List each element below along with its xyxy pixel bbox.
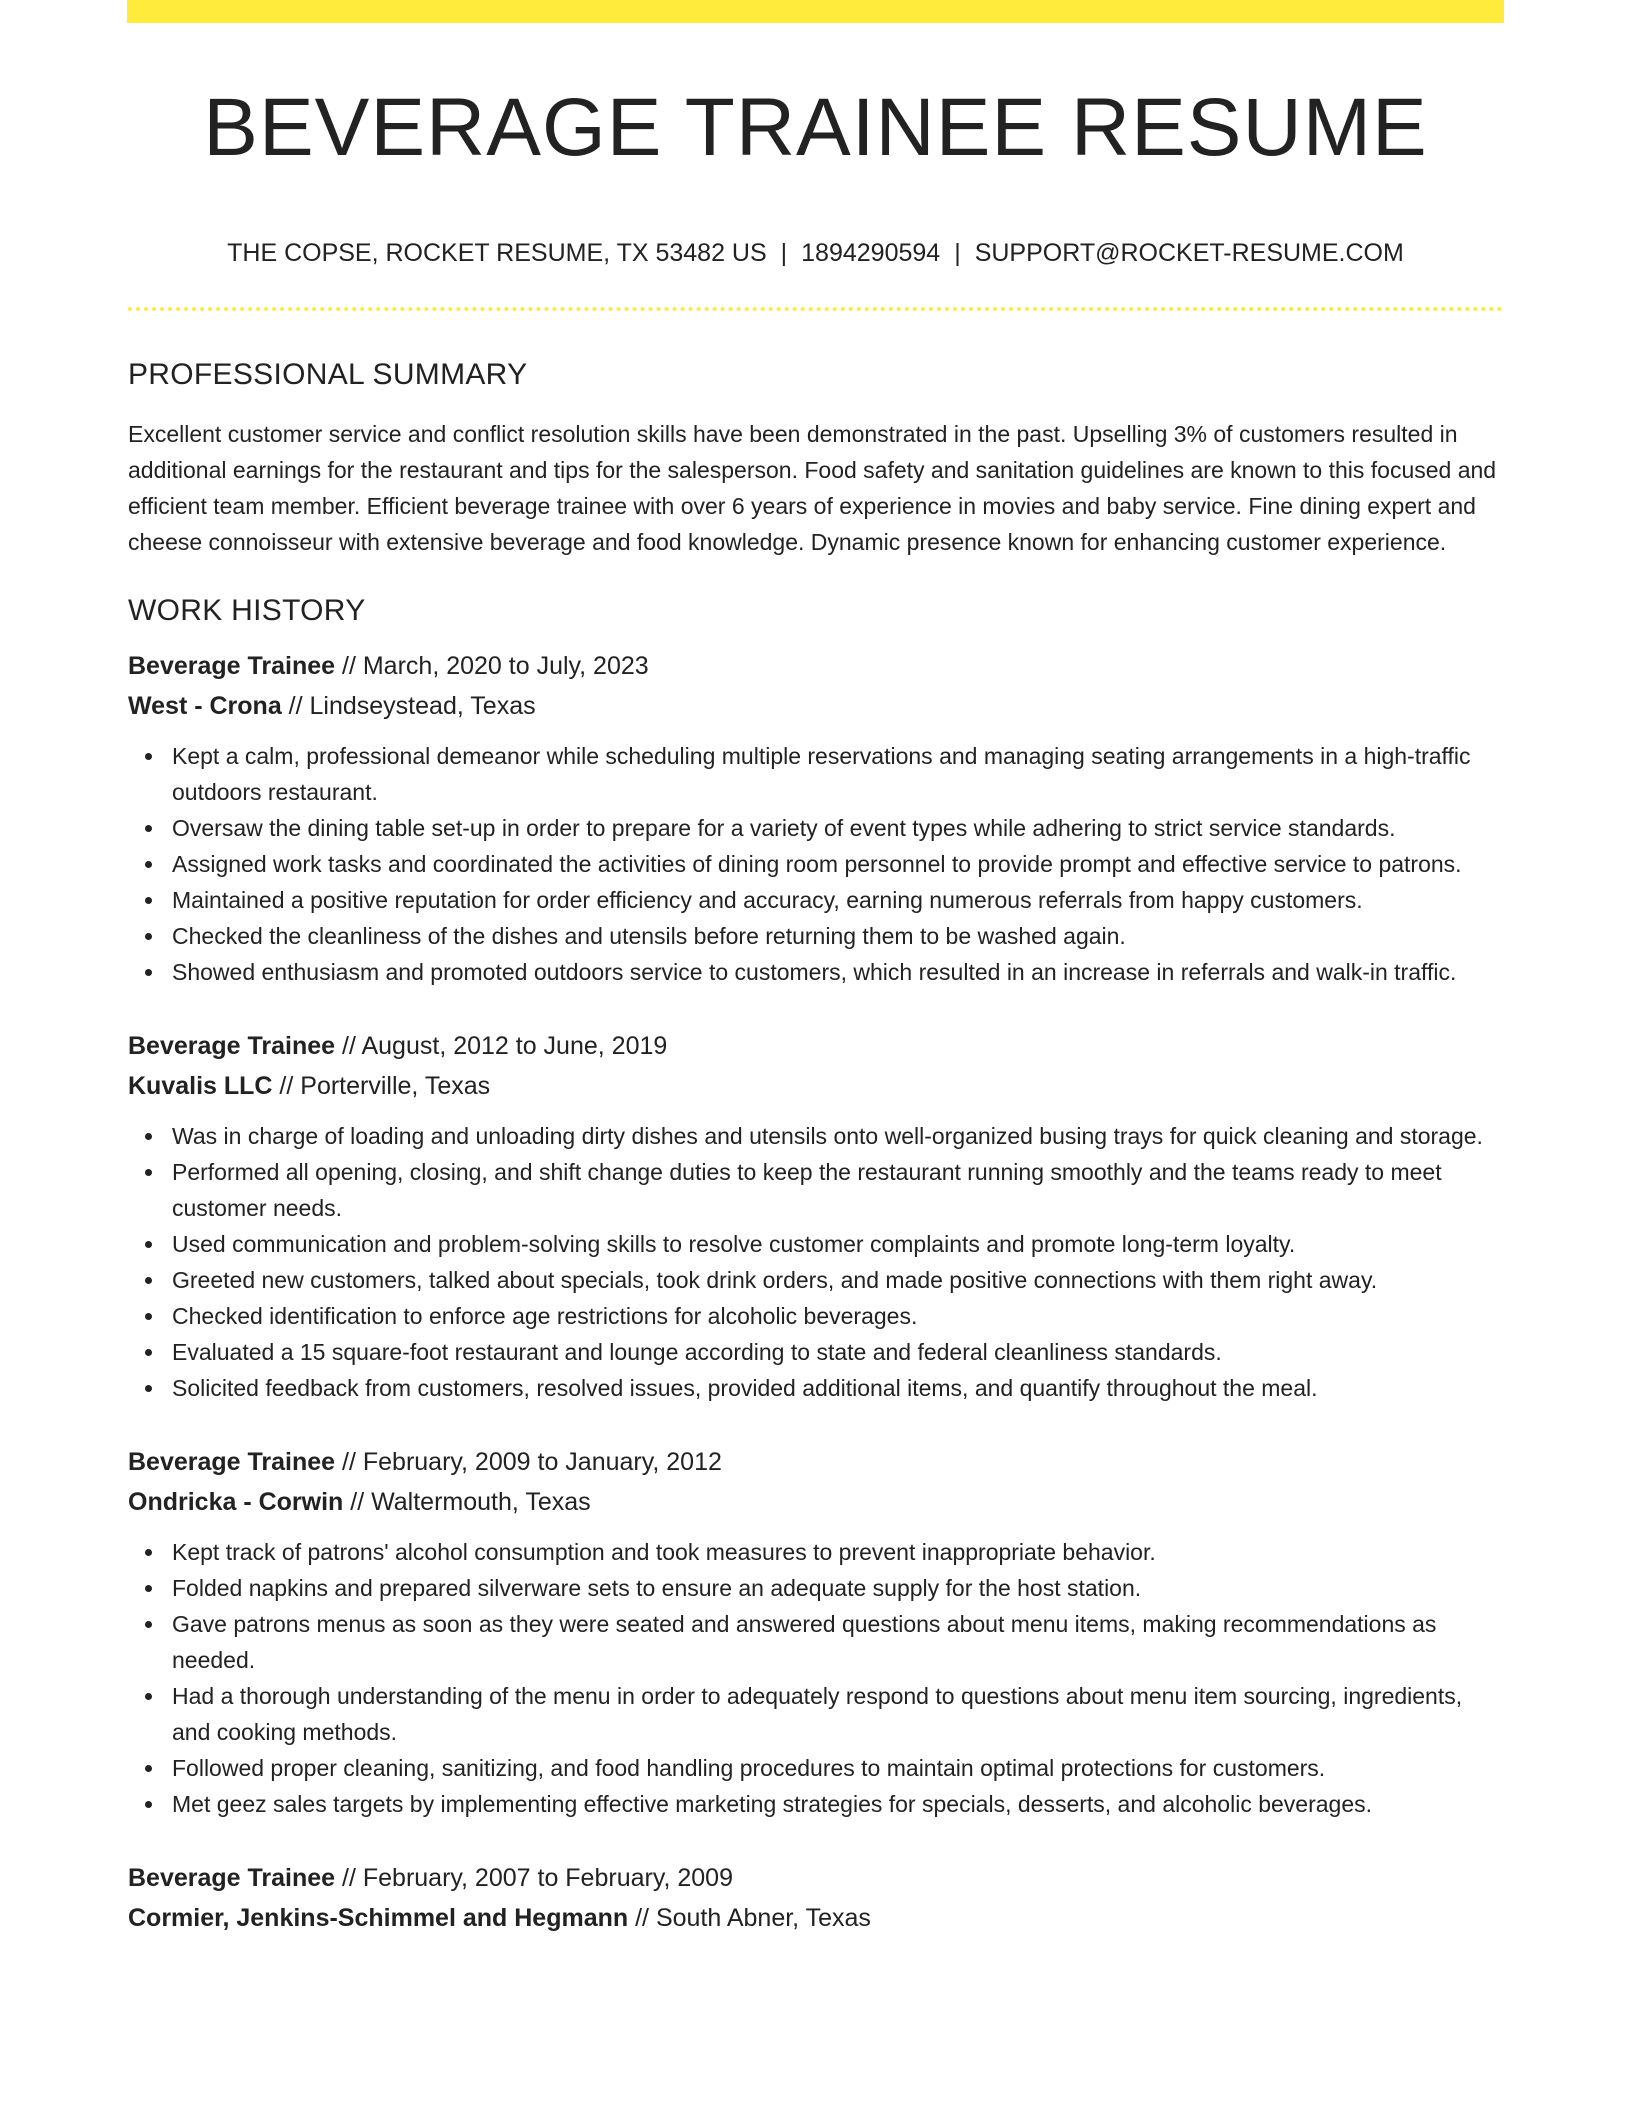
contact-separator: | <box>780 239 788 267</box>
list-item: Kept track of patrons' alcohol consumption and took measures to prevent inappropriate behavior. <box>172 1534 1503 1570</box>
job-company: Ondricka - Corwin <box>128 1488 344 1516</box>
contact-separator: | <box>954 239 961 267</box>
job-role: Beverage Trainee <box>128 1448 336 1476</box>
contact-line <box>128 236 1503 270</box>
list-item: Maintained a positive reputation for order efficiency and accuracy, earning numerous referrals from happy customers. <box>172 882 1503 918</box>
list-item: Greeted new customers, talked about specials, took drink orders, and made positive connections with them right away. <box>172 1262 1503 1298</box>
job-company: Cormier, Jenkins-Schimmel and Hegmann <box>128 1904 629 1932</box>
job-entry <box>128 1858 1503 1938</box>
list-item: Had a thorough understanding of the menu in order to adequately respond to questions about menu item sourcing, ingredients, and cooking methods. <box>172 1678 1503 1750</box>
resume-title: BEVERAGE TRAINEE RESUME <box>203 82 1428 173</box>
job-duties-list <box>128 738 1503 990</box>
job-dates: // August, 2012 to June, 2019 <box>335 1032 668 1060</box>
job-location: // South Abner, Texas <box>628 1904 871 1932</box>
job-role: Beverage Trainee <box>128 1032 336 1060</box>
list-item: Checked identification to enforce age restrictions for alcoholic beverages. <box>172 1298 1503 1334</box>
job-duties-list <box>128 1118 1503 1406</box>
job-dates: // February, 2007 to February, 2009 <box>335 1864 733 1892</box>
work-history-heading: WORK HISTORY <box>128 594 366 627</box>
job-duties-list <box>128 1534 1503 1822</box>
top-accent-bar <box>127 0 1504 23</box>
job-dates: // February, 2009 to January, 2012 <box>335 1448 722 1476</box>
job-location: // Porterville, Texas <box>272 1072 491 1100</box>
job-role: Beverage Trainee <box>128 652 336 680</box>
list-item: Assigned work tasks and coordinated the activities of dining room personnel to provide prompt and effective service to patrons. <box>172 846 1503 882</box>
list-item: Followed proper cleaning, sanitizing, and food handling procedures to maintain optimal protections for customers. <box>172 1750 1503 1786</box>
list-item: Checked the cleanliness of the dishes and utensils before returning them to be washed again. <box>172 918 1503 954</box>
list-item: Gave patrons menus as soon as they were seated and answered questions about menu items, making recommendations as needed. <box>172 1606 1503 1678</box>
job-title-line <box>128 1026 1503 1066</box>
job-entry <box>128 1026 1503 1406</box>
job-company-line <box>128 1898 1503 1938</box>
job-title-line <box>128 646 1503 686</box>
list-item: Folded napkins and prepared silverware sets to ensure an adequate supply for the host station. <box>172 1570 1503 1606</box>
job-dates: // March, 2020 to July, 2023 <box>335 652 649 680</box>
list-item: Was in charge of loading and unloading dirty dishes and utensils onto well-organized busing trays for quick cleaning and storage. <box>172 1118 1503 1154</box>
job-company: Kuvalis LLC <box>128 1072 273 1100</box>
job-entry <box>128 1442 1503 1822</box>
list-item: Solicited feedback from customers, resolved issues, provided additional items, and quantify throughout the meal. <box>172 1370 1503 1406</box>
list-item: Kept a calm, professional demeanor while scheduling multiple reservations and managing seating arrangements in a high-traffic outdoors restaurant. <box>172 738 1503 810</box>
job-company-line <box>128 1066 1503 1106</box>
summary-heading: PROFESSIONAL SUMMARY <box>128 358 528 391</box>
job-company-line <box>128 1482 1503 1522</box>
job-location: // Lindseystead, Texas <box>281 692 536 720</box>
job-role: Beverage Trainee <box>128 1864 336 1892</box>
contact-address: THE COPSE, ROCKET RESUME, TX 53482 US <box>227 239 767 267</box>
list-item: Evaluated a 15 square-foot restaurant and lounge according to state and federal cleanliness standards. <box>172 1334 1503 1370</box>
list-item: Met geez sales targets by implementing effective marketing strategies for specials, desserts, and alcoholic beverages. <box>172 1786 1503 1822</box>
job-company: West - Crona <box>128 692 282 720</box>
list-item: Performed all opening, closing, and shift change duties to keep the restaurant running smoothly and the teams ready to meet customer needs. <box>172 1154 1503 1226</box>
job-title-line <box>128 1858 1503 1898</box>
job-title-line <box>128 1442 1503 1482</box>
header-divider <box>128 307 1503 311</box>
job-location: // Waltermouth, Texas <box>343 1488 591 1516</box>
contact-email: SUPPORT@ROCKET-RESUME.COM <box>974 239 1404 267</box>
list-item: Used communication and problem-solving skills to resolve customer complaints and promote long-term loyalty. <box>172 1226 1503 1262</box>
list-item: Oversaw the dining table set-up in order to prepare for a variety of event types while adhering to strict service standards. <box>172 810 1503 846</box>
summary-text: Excellent customer service and conflict resolution skills have been demonstrated in the past. Upselling 3% of customers resulted in additional earnings for the restaurant and tips for the salesperson. Food safety and sanitation guidelines are known to this focused and efficient team member. Efficient beverage trainee with over 6 years of experience in movies and baby service. Fine dining expert and cheese connoisseur with extensive beverage and food knowledge. Dynamic presence known for enhancing customer experience. <box>128 421 1497 555</box>
contact-phone: 1894290594 <box>801 239 941 267</box>
resume-body <box>128 350 1503 1938</box>
job-company-line <box>128 686 1503 726</box>
job-entry <box>128 646 1503 990</box>
work-history-list <box>128 646 1503 1938</box>
list-item: Showed enthusiasm and promoted outdoors service to customers, which resulted in an increase in referrals and walk-in traffic. <box>172 954 1503 990</box>
